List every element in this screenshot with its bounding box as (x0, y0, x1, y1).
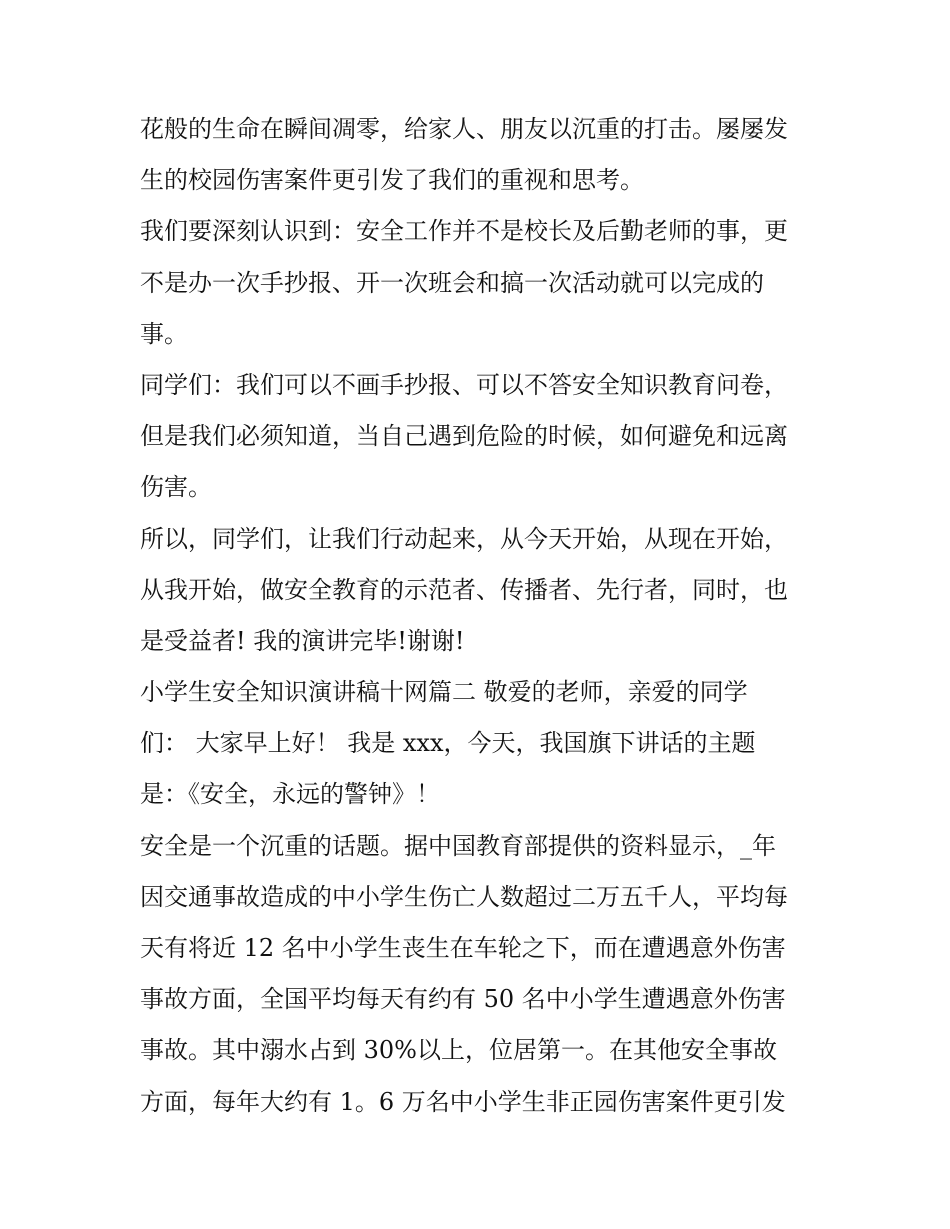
text-line: 但是我们必须知道，当自己遇到危险的时候，如何避免和远离 (140, 422, 788, 451)
text-line: 事故方面，全国平均每天有约有 50 名中小学生遭遇意外伤害 (140, 985, 786, 1014)
text-line: 是受益者! 我的演讲完毕!谢谢! (140, 626, 465, 655)
text-line: 安全是一个沉重的话题。据中国教育部提供的资料显示，_年 (140, 831, 776, 860)
text-line: 小学生安全知识演讲稿十网篇二 敬爱的老师，亲爱的同学 (140, 678, 748, 707)
text-line: 伤害。 (140, 473, 212, 502)
text-line: 们： 大家早上好！ 我是 xxx，今天，我国旗下讲话的主题 (140, 729, 756, 758)
text-line: 从我开始，做安全教育的示范者、传播者、先行者，同时，也 (140, 575, 788, 604)
text-line: 生的校园伤害案件更引发了我们的重视和思考。 (140, 166, 644, 195)
text-line: 花般的生命在瞬间凋零，给家人、朋友以沉重的打击。屡屡发 (140, 115, 788, 143)
text-line: 不是办一次手抄报、开一次班会和搞一次活动就可以完成的 (140, 268, 764, 297)
text-line: 是：《安全，永远的警钟》！ (140, 780, 440, 809)
document-body (140, 104, 820, 1128)
text-line: 因交通事故造成的中小学生伤亡人数超过二万五千人，平均每 (140, 882, 788, 911)
text-line: 所以，同学们，让我们行动起来，从今天开始，从现在开始， (140, 524, 788, 553)
text-line: 事故。其中溺水占到 30%以上，位居第一。在其他安全事故 (140, 1036, 777, 1065)
text-line: 天有将近 12 名中小学生丧生在车轮之下，而在遭遇意外伤害 (140, 934, 786, 962)
text-line: 事。 (140, 319, 188, 348)
text-line: 方面，每年大约有 1。6 万名中小学生非正园伤害案件更引发 (140, 1087, 786, 1116)
text-line: 我们要深刻认识到：安全工作并不是校长及后勤老师的事，更 (140, 217, 788, 246)
text-line: 同学们：我们可以不画手抄报、可以不答安全知识教育问卷， (140, 370, 788, 399)
